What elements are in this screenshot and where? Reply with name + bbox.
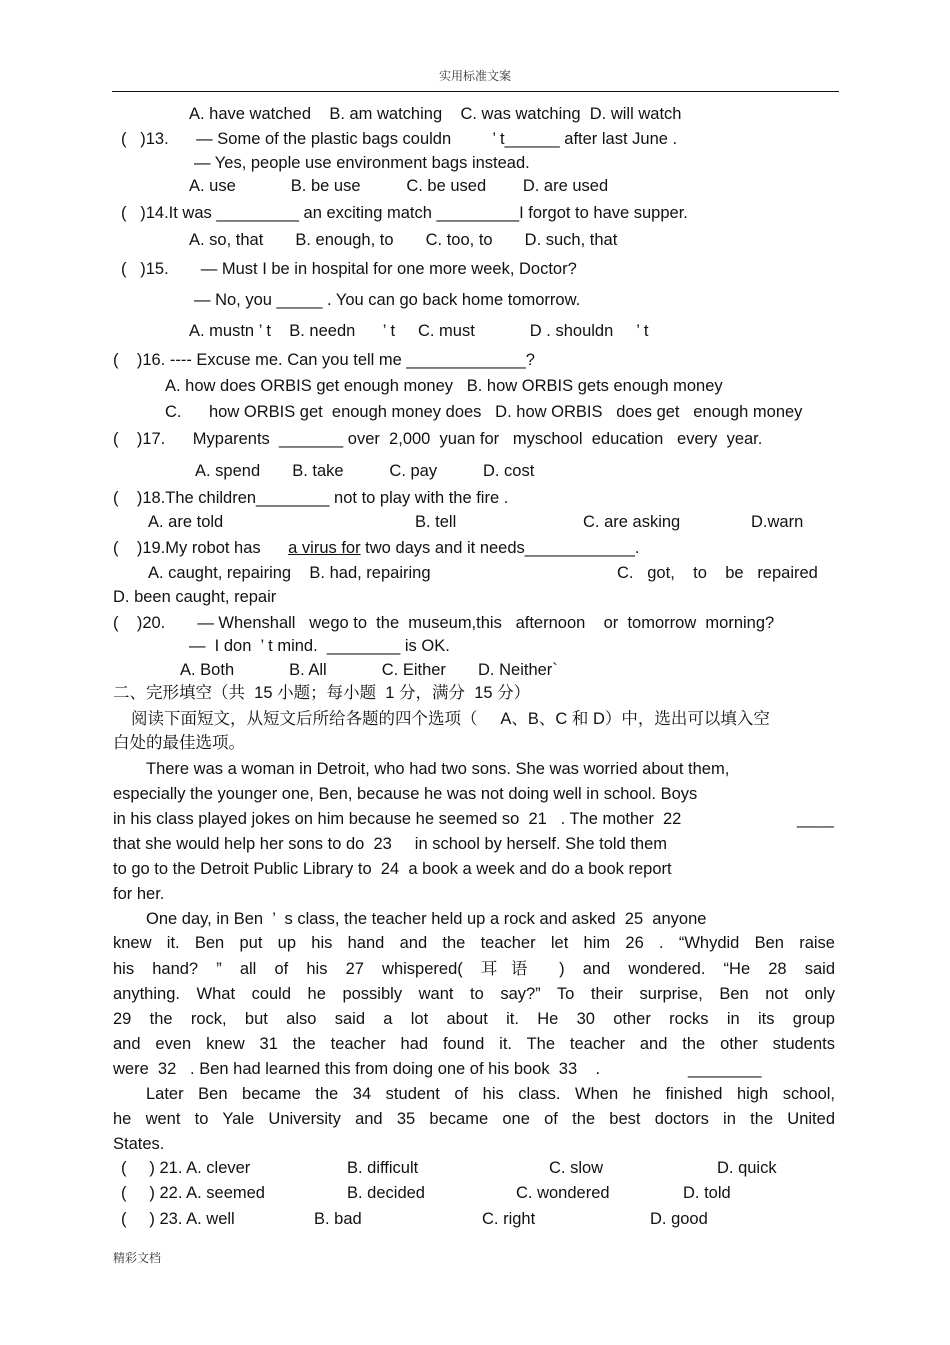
q22-option-a: ( ) 22. A. seemed [121,1184,265,1202]
q16-options-ab: A. how does ORBIS get enough money B. how ORBIS gets enough money [165,377,723,395]
passage-line: especially the younger one, Ben, because he was not doing well in school. Boys [113,785,698,803]
q21-option-c: C. slow [549,1159,604,1177]
q19-underlined: a virus for [288,539,361,557]
q22-option-d: D. told [683,1184,731,1202]
passage-line: and even knew 31 the teacher had found it. The teacher and the other students [113,1035,835,1053]
q13-question: ( )13. — Some of the plastic bags couldn ’ t______ after last June . [121,130,678,148]
q16-options-cd: C. how ORBIS get enough money does D. how ORBIS does get enough money [165,403,803,421]
q18-option-b: B. tell [415,513,457,531]
passage-line: 29 the rock, but also said a lot about it. He 30 other rocks in its group [113,1010,835,1028]
q23-option-c: C. right [482,1210,536,1228]
q19-gap [261,539,289,557]
passage-line: States. [113,1135,165,1153]
q15-answer: — No, you _____ . You can go back home tomorrow. [194,291,581,309]
passage-line: his hand? ” all of his 27 whispered( 耳语 ) and wondered. “He 28 said [113,960,835,978]
q19-options-ab: A. caught, repairing B. had, repairing [148,564,431,582]
passage-line: anything. What could he possibly want to say?” To their surprise, Ben not only [113,985,835,1003]
q13-answer: — Yes, people use environment bags instead. [194,154,530,172]
q14-question: ( )14.It was _________ an exciting match _________I forgot to have supper. [121,204,688,222]
q23-option-a: ( ) 23. A. well [121,1210,235,1228]
passage-line: knew it. Ben put up his hand and the teacher let him 26 . “Whydid Ben raise [113,934,835,952]
q20-question: ( )20. — Whenshall wego to the museum,this afternoon or tomorrow morning? [113,614,775,632]
q15-question: ( )15. — Must I be in hospital for one more week, Doctor? [121,260,577,278]
q13-options: A. use B. be use C. be used D. are used [189,177,609,195]
passage-line: Later Ben became the 34 student of his class. When he finished high school, [146,1085,835,1103]
page-header: 实用标准文案 [438,69,511,83]
q18-option-c: C. are asking [583,513,681,531]
passage-line: There was a woman in Detroit, who had two sons. She was worried about them, [146,760,730,778]
blank-33-underline: ________ [688,1060,762,1078]
q21-option-d: D. quick [717,1159,777,1177]
q18-option-d: D.warn [751,513,804,531]
q21-option-a: ( ) 21. A. clever [121,1159,251,1177]
q23-option-b: B. bad [314,1210,362,1228]
blank-22-underline: ____ [797,810,834,828]
section-title: 二、完形填空（共 15 小题；每小题 1 分，满分 15 分） [113,684,531,702]
q20-options: A. Both B. All C. Either D. Neither` [180,661,558,679]
passage-line: that she would help her sons to do 23 in school by herself. She told them [113,835,667,853]
q17-options: A. spend B. take C. pay D. cost [195,462,535,480]
passage-line: for her. [113,885,165,903]
passage-line: were 32 . Ben had learned this from doing one of his book 33 . [113,1060,601,1078]
q19-question [113,538,639,558]
q18-option-a: A. are told [148,513,224,531]
q12-options: A. have watched B. am watching C. was watching D. will watch [189,105,682,123]
q19-option-c: C. got, to be repaired [617,564,818,582]
passage-line: One day, in Ben ’ s class, the teacher held up a rock and asked 25 anyone [146,910,707,928]
q19-text-start: ( )19.My robot has [113,539,261,557]
q23-option-d: D. good [650,1210,708,1228]
q22-option-c: C. wondered [516,1184,610,1202]
q19-text-end: two days and it needs____________. [360,539,640,557]
q17-question: ( )17. Myparents _______ over 2,000 yuan for myschool education every year. [113,430,763,448]
passage-line: to go to the Detroit Public Library to 24 a book a week and do a book report [113,860,672,878]
q16-question: ( )16. ---- Excuse me. Can you tell me _____________? [113,351,535,369]
passage-line: in his class played jokes on him because he seemed so 21 . The mother 22 [113,810,682,828]
section-instruction: 阅读下面短文，从短文后所给各题的四个选项（ A、B、C 和 D）中，选出可以填入空 [131,710,770,728]
q19-option-d: D. been caught, repair [113,588,277,606]
q18-question: ( )18.The children________ not to play with the fire . [113,489,509,507]
q15-options: A. mustn ’ t B. needn ’ t C. must D . shouldn ’ t [189,322,649,340]
page-footer: 精彩文档 [113,1251,162,1265]
passage-line: he went to Yale University and 35 became one of the best doctors in the United [113,1110,835,1128]
q22-option-b: B. decided [347,1184,425,1202]
q14-options: A. so, that B. enough, to C. too, to D. such, that [189,231,618,249]
q20-answer: — I don ’ t mind. ________ is OK. [189,637,450,655]
section-instruction-2: 白处的最佳选项。 [113,734,245,752]
q21-option-b: B. difficult [347,1159,419,1177]
header-rule [112,91,839,92]
